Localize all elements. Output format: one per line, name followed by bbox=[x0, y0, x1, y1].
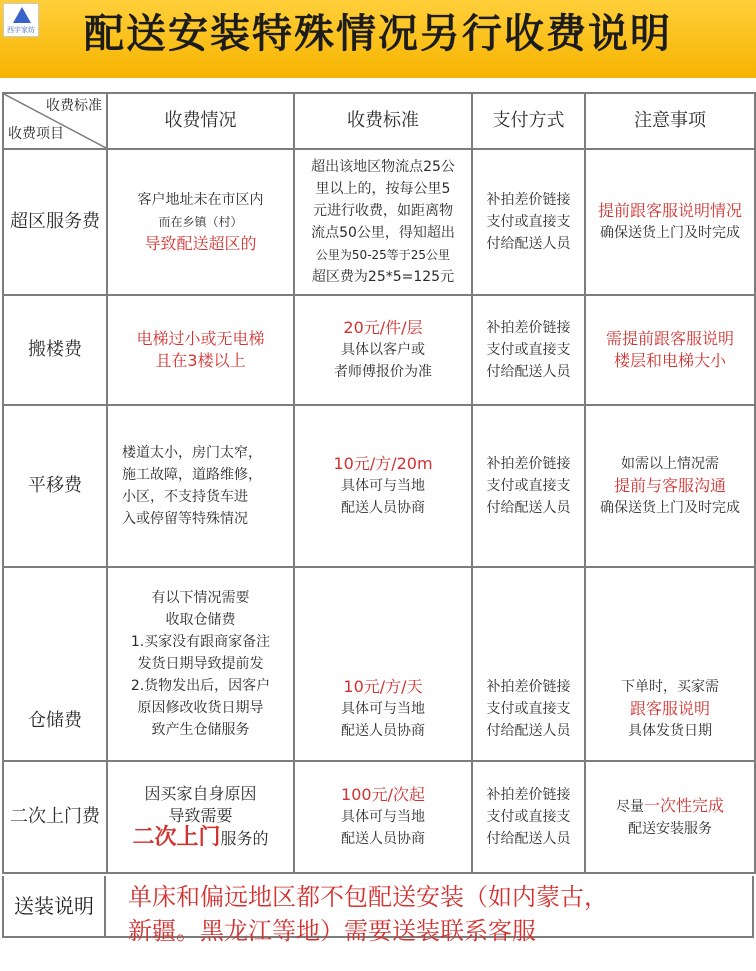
notes-line-highlight: 提前与客服沟通 bbox=[613, 476, 726, 495]
situation-line-emphasis bbox=[111, 827, 290, 851]
situation-cell bbox=[107, 761, 294, 873]
header-standard: 收费标准 bbox=[294, 93, 472, 149]
standard-cell bbox=[294, 149, 472, 295]
delivery-note-line: 单床和偏远地区都不包配送安装（如内蒙古， bbox=[128, 883, 608, 911]
notes-cell bbox=[585, 567, 755, 761]
situation-line-highlight: 导致配送超区的 bbox=[144, 234, 257, 253]
payment-line: 付给配送人员 bbox=[486, 723, 571, 739]
page-title: 配送安装特殊情况另行收费说明 bbox=[84, 11, 672, 57]
table-header-row bbox=[3, 93, 755, 149]
delivery-note-row bbox=[2, 876, 754, 945]
standard-price: 20元/件/层 bbox=[343, 318, 423, 337]
payment-line: 支付或直接支 bbox=[486, 214, 571, 230]
payment-cell bbox=[472, 761, 585, 873]
corner-label-item: 收费项目 bbox=[8, 126, 64, 142]
row-name: 二次上门费 bbox=[3, 761, 107, 873]
situation-line: 原因修改收货日期导 bbox=[137, 700, 264, 716]
situation-line-highlight: 电梯过小或无电梯 bbox=[136, 329, 265, 348]
title-banner bbox=[0, 0, 756, 78]
notes-line-highlight: 需提前跟客服说明 bbox=[605, 329, 734, 348]
standard-line: 配送人员协商 bbox=[341, 723, 425, 739]
standard-cell bbox=[294, 567, 472, 761]
notes-prefix: 尽量 bbox=[615, 798, 644, 815]
standard-cell bbox=[294, 761, 472, 873]
corner-cell bbox=[3, 93, 107, 149]
standard-cell bbox=[294, 295, 472, 405]
notes-highlight: 一次性完成 bbox=[643, 795, 724, 815]
notes-line: 确保送货上门及时完成 bbox=[600, 225, 740, 241]
standard-line: 流点50公里，得知超出 bbox=[311, 225, 455, 241]
payment-line: 支付或直接支 bbox=[486, 701, 571, 717]
situation-cell bbox=[107, 149, 294, 295]
payment-line: 付给配送人员 bbox=[486, 236, 571, 252]
standard-line: 里以上的，按每公里5 bbox=[315, 181, 451, 197]
corner-label-standard: 收费标准 bbox=[46, 98, 102, 114]
payment-cell bbox=[472, 405, 585, 567]
row-name: 超区服务费 bbox=[3, 149, 107, 295]
emphasis-suffix: 服务的 bbox=[220, 829, 269, 848]
standard-price: 100元/次起 bbox=[341, 785, 425, 804]
standard-line: 具体以客户或 bbox=[341, 342, 425, 358]
situation-line: 2.货物发出后，因客户 bbox=[130, 678, 271, 694]
situation-line: 1.买家没有跟商家备注 bbox=[130, 634, 271, 650]
standard-line: 具体可与当地 bbox=[341, 701, 425, 717]
situation-line: 小区，不支持货车进 bbox=[122, 489, 248, 505]
notes-line-highlight: 提前跟客服说明情况 bbox=[597, 201, 742, 220]
payment-line: 补拍差价链接 bbox=[486, 192, 571, 208]
situation-line: 致产生仓储服务 bbox=[151, 722, 250, 738]
situation-line: 有以下情况需要 bbox=[151, 590, 250, 606]
row-name: 平移费 bbox=[3, 405, 107, 567]
notes-line: 具体发货日期 bbox=[628, 723, 712, 739]
situation-cell bbox=[107, 567, 294, 761]
notes-line: 下单时，买家需 bbox=[621, 679, 719, 695]
standard-line: 公里为50-25等于25公里 bbox=[315, 248, 451, 262]
situation-line: 入或停留等特殊情况 bbox=[122, 511, 248, 527]
logo-text: 西宇家纺 bbox=[7, 26, 35, 34]
situation-line: 客户地址未在市区内 bbox=[137, 192, 264, 208]
situation-line: 而在乡镇（村） bbox=[158, 215, 243, 229]
fee-table bbox=[2, 92, 756, 874]
notes-cell bbox=[585, 149, 755, 295]
delivery-note-line: 新疆。黑龙江等地）需要送装联系客服 bbox=[128, 917, 536, 945]
table-row bbox=[3, 761, 755, 873]
delivery-note-text bbox=[128, 880, 608, 948]
standard-line: 具体可与当地 bbox=[341, 809, 425, 825]
payment-line: 付给配送人员 bbox=[486, 831, 571, 847]
payment-line: 付给配送人员 bbox=[486, 500, 571, 516]
row-name: 搬楼费 bbox=[3, 295, 107, 405]
standard-cell bbox=[294, 405, 472, 567]
notes-line: 确保送货上门及时完成 bbox=[600, 500, 740, 516]
notes-line-emphasis bbox=[589, 795, 751, 818]
table-row bbox=[3, 295, 755, 405]
standard-line: 超出该地区物流点25公 bbox=[311, 159, 455, 175]
standard-line: 配送人员协商 bbox=[341, 500, 425, 516]
table-row bbox=[3, 567, 755, 761]
standard-line: 超区费为25*5=125元 bbox=[311, 269, 455, 285]
situation-line: 因买家自身原因 bbox=[144, 784, 257, 803]
standard-line: 者师傅报价为准 bbox=[334, 364, 432, 380]
header-situation: 收费情况 bbox=[107, 93, 294, 149]
header-notes: 注意事项 bbox=[585, 93, 755, 149]
notes-line-highlight: 跟客服说明 bbox=[629, 699, 710, 718]
notes-line-highlight: 楼层和电梯大小 bbox=[613, 351, 726, 370]
delivery-note-label: 送装说明 bbox=[4, 876, 106, 936]
payment-line: 付给配送人员 bbox=[486, 364, 571, 380]
situation-line: 导致需要 bbox=[168, 806, 233, 825]
payment-line: 补拍差价链接 bbox=[486, 456, 571, 472]
table-row bbox=[3, 149, 755, 295]
header-payment: 支付方式 bbox=[472, 93, 585, 149]
payment-line: 支付或直接支 bbox=[486, 478, 571, 494]
payment-line: 补拍差价链接 bbox=[486, 679, 571, 695]
standard-price: 10元/方/20m bbox=[333, 454, 433, 473]
standard-line: 元进行收费，如距离物 bbox=[313, 203, 453, 219]
situation-line: 楼道太小，房门太窄， bbox=[122, 445, 262, 461]
standard-line: 具体可与当地 bbox=[341, 478, 425, 494]
payment-cell bbox=[472, 567, 585, 761]
notes-line: 配送安装服务 bbox=[628, 820, 712, 837]
situation-cell bbox=[107, 405, 294, 567]
row-name: 仓储费 bbox=[3, 567, 107, 761]
table-row bbox=[3, 405, 755, 567]
notes-line: 如需以上情况需 bbox=[621, 456, 719, 472]
notes-cell bbox=[585, 295, 755, 405]
standard-price: 10元/方/天 bbox=[343, 677, 423, 696]
situation-line: 施工故障，道路维修， bbox=[122, 467, 262, 483]
payment-line: 支付或直接支 bbox=[486, 342, 571, 358]
payment-cell bbox=[472, 149, 585, 295]
payment-line: 补拍差价链接 bbox=[486, 787, 571, 803]
situation-cell bbox=[107, 295, 294, 405]
notes-cell bbox=[585, 405, 755, 567]
situation-line-highlight: 且在3楼以上 bbox=[155, 351, 246, 370]
emphasis-text: 二次上门 bbox=[132, 825, 221, 850]
situation-line: 收取仓储费 bbox=[165, 612, 236, 628]
payment-line: 支付或直接支 bbox=[486, 809, 571, 825]
payment-cell bbox=[472, 295, 585, 405]
notes-cell bbox=[585, 761, 755, 873]
standard-line: 配送人员协商 bbox=[341, 831, 425, 847]
situation-line: 发货日期导致提前发 bbox=[137, 656, 264, 672]
payment-line: 补拍差价链接 bbox=[486, 320, 571, 336]
